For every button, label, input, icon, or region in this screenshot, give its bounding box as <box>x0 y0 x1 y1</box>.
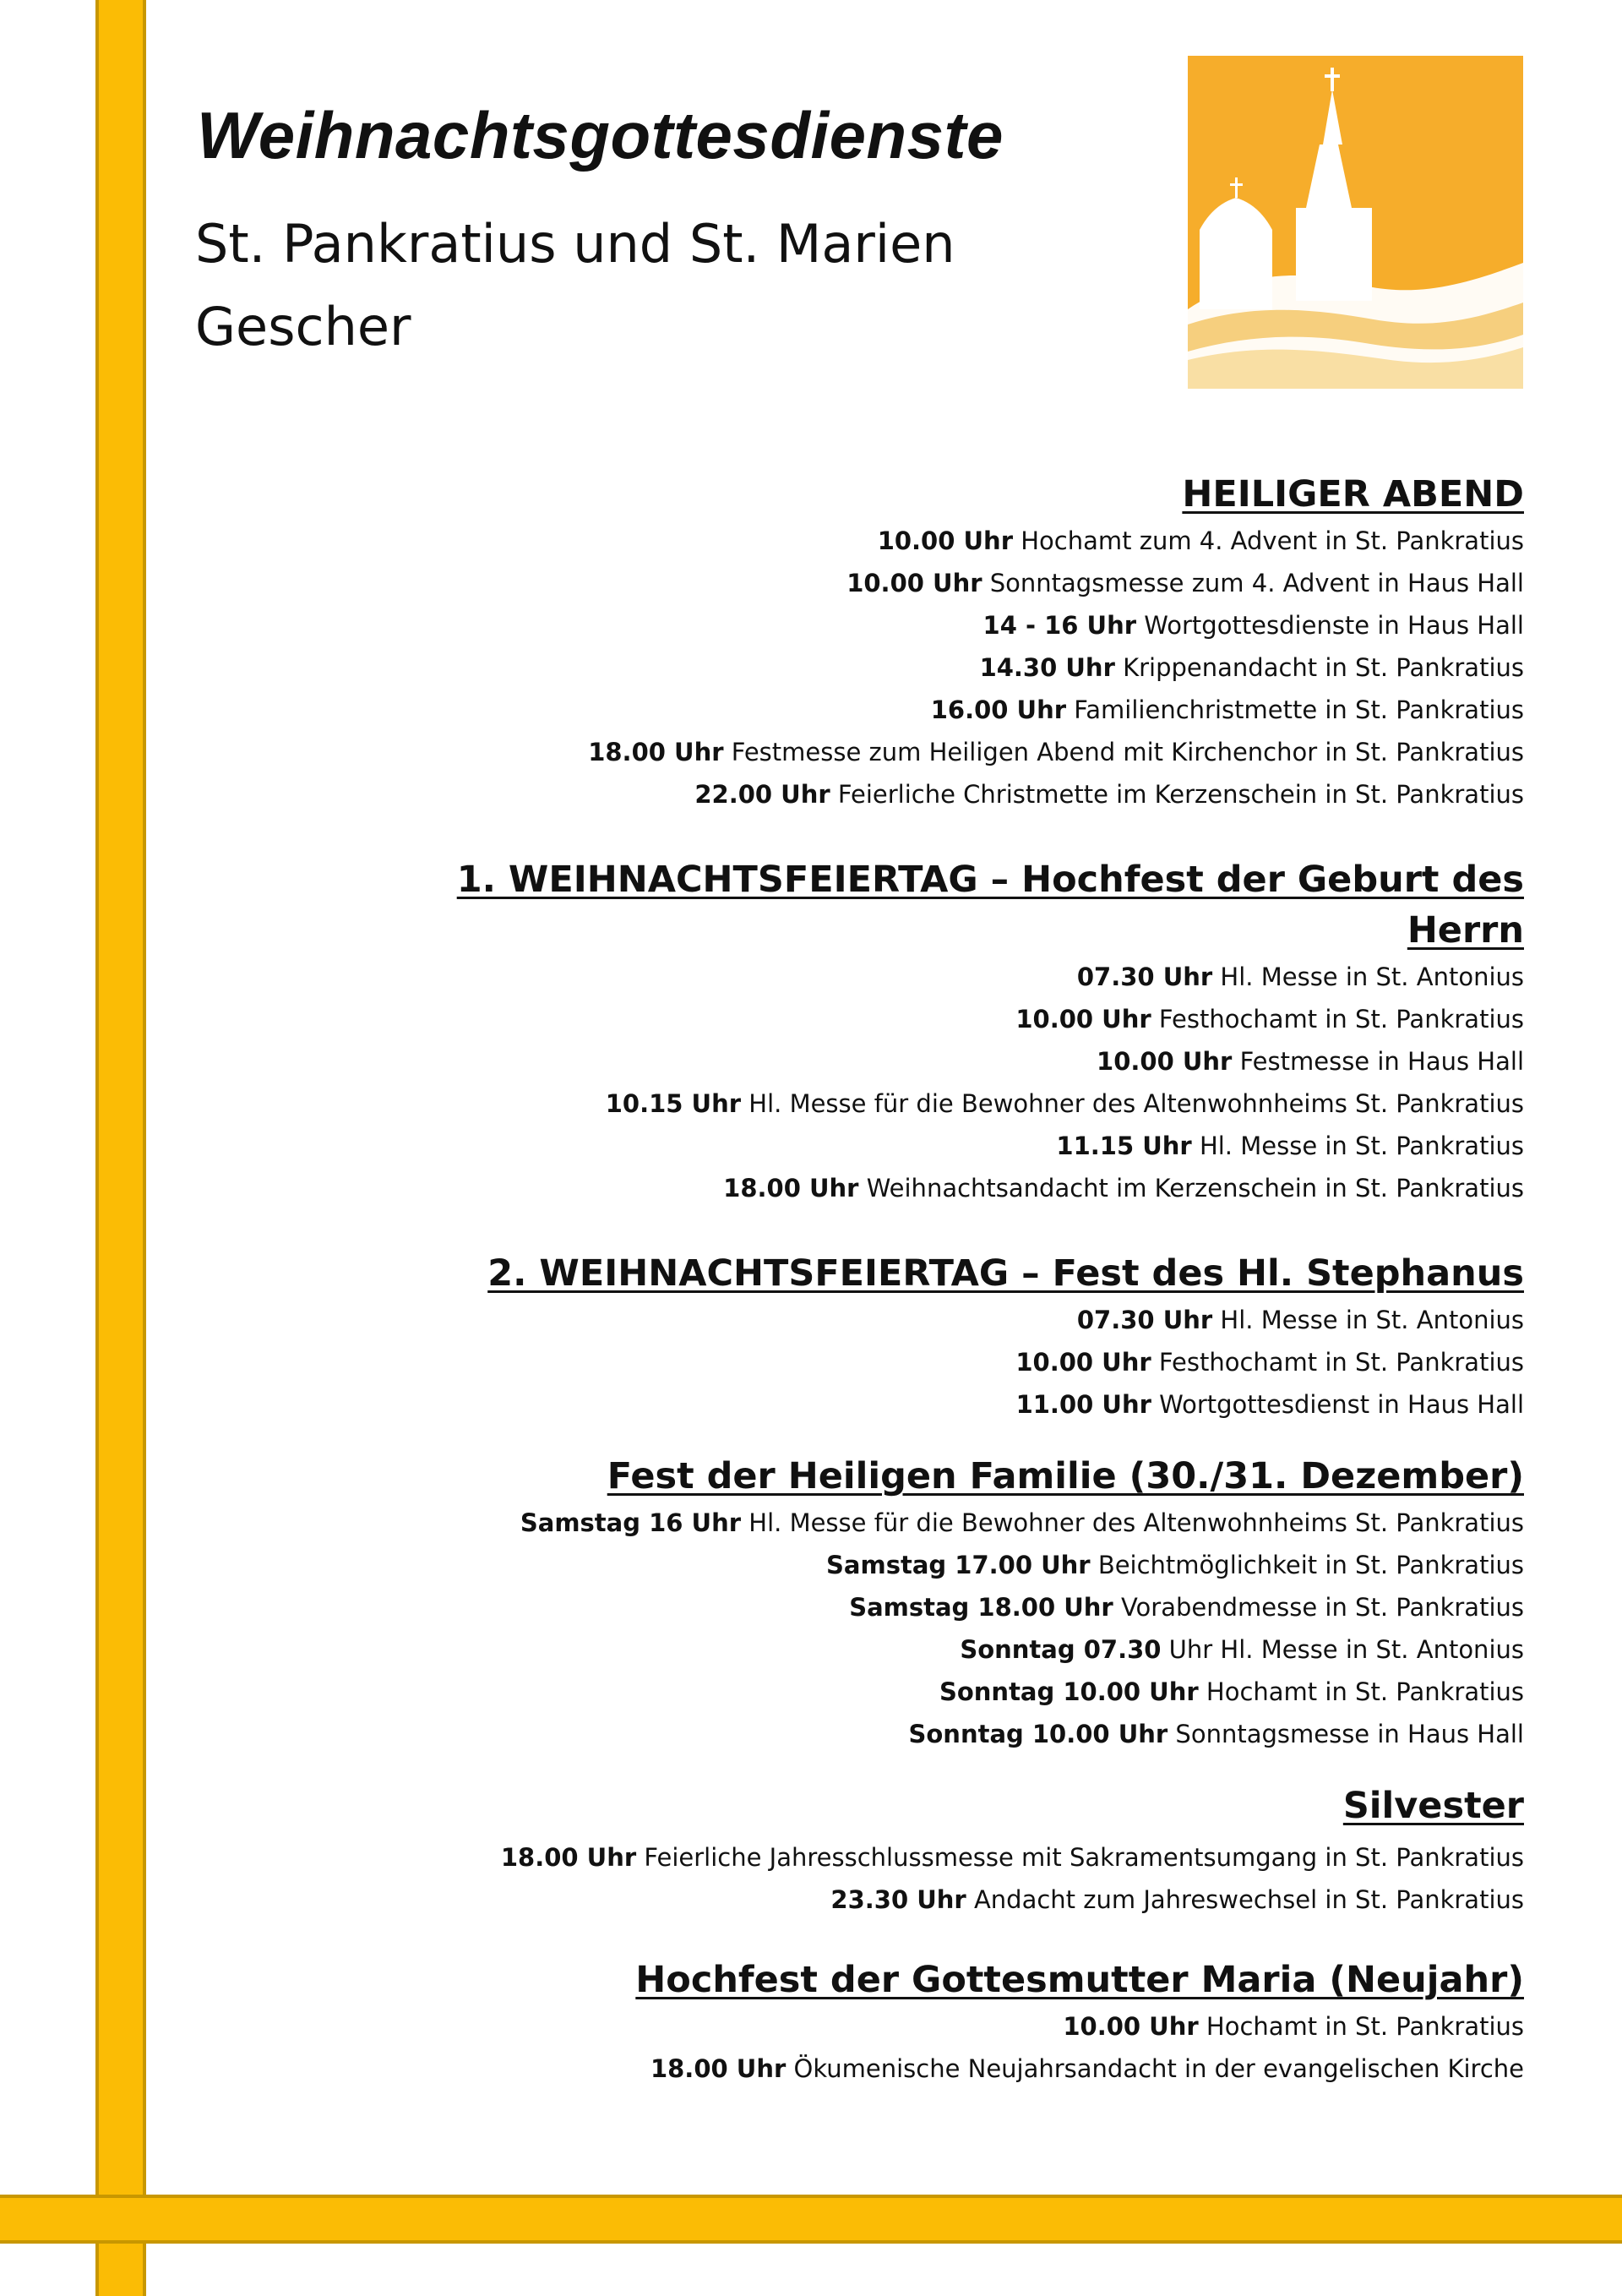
service-entry <box>439 1299 1524 1341</box>
service-description: Hl. Messe in St. Antonius <box>1220 1306 1524 1334</box>
service-entry <box>439 520 1524 562</box>
service-entry <box>439 1383 1524 1426</box>
service-entry <box>439 1125 1524 1167</box>
service-entry <box>439 2048 1524 2090</box>
service-description: Ökumenische Neujahrsandacht in der evangelischen Kirche <box>793 2054 1524 2083</box>
service-time: 10.00 Uhr <box>1015 1005 1151 1033</box>
section-heiliger-abend <box>439 469 1524 815</box>
service-entry <box>439 1167 1524 1209</box>
service-entry <box>439 773 1524 815</box>
service-description: Weihnachtsandacht im Kerzenschein in St. Pankratius <box>866 1174 1524 1203</box>
section-silvester <box>439 1781 1524 1921</box>
service-time: Samstag 17.00 Uhr <box>826 1551 1091 1579</box>
service-entry <box>439 1836 1524 1879</box>
service-entry <box>439 1040 1524 1083</box>
service-entry <box>439 1713 1524 1755</box>
service-entry <box>439 1628 1524 1671</box>
service-time: 07.30 Uhr <box>1076 1306 1213 1334</box>
service-time: Sonntag 07.30 <box>960 1635 1162 1664</box>
section-heading: Fest der Heiligen Familie (30./31. Dezember) <box>607 1455 1524 1497</box>
service-time: 18.00 Uhr <box>588 738 724 766</box>
service-time: 16.00 Uhr <box>930 695 1067 724</box>
service-time: Sonntag 10.00 Uhr <box>908 1720 1168 1748</box>
service-description: Festmesse in Haus Hall <box>1239 1047 1524 1076</box>
section-heading: 1. WEIHNACHTSFEIERTAG – Hochfest der Geburt des Herrn <box>456 859 1524 952</box>
schedule <box>439 469 1524 2090</box>
service-description: Sonntagsmesse zum 4. Advent in Haus Hall <box>989 569 1524 597</box>
service-entry <box>439 998 1524 1040</box>
section-heilige-familie <box>439 1451 1524 1755</box>
service-time: 07.30 Uhr <box>1076 963 1213 991</box>
service-time: Samstag 18.00 Uhr <box>849 1593 1113 1622</box>
section-neujahr <box>439 1955 1524 2090</box>
service-time: 11.00 Uhr <box>1015 1390 1151 1419</box>
service-description: Familienchristmette in St. Pankratius <box>1074 695 1524 724</box>
service-description: Festhochamt in St. Pankratius <box>1158 1005 1524 1033</box>
service-description: Wortgottesdienste in Haus Hall <box>1144 611 1524 640</box>
service-description: Festmesse zum Heiligen Abend mit Kirchenchor in St. Pankratius <box>731 738 1524 766</box>
service-description: Andacht zum Jahreswechsel in St. Pankratius <box>973 1885 1524 1914</box>
service-description: Hl. Messe für die Bewohner des Altenwohnheims St. Pankratius <box>748 1508 1524 1537</box>
church-logo <box>1188 56 1523 389</box>
service-time: 22.00 Uhr <box>694 780 830 809</box>
section-heading: 2. WEIHNACHTSFEIERTAG – Fest des Hl. Stephanus <box>487 1252 1524 1295</box>
service-entry <box>439 1544 1524 1586</box>
service-entry <box>439 2005 1524 2048</box>
service-description: Hl. Messe für die Bewohner des Altenwohnheims St. Pankratius <box>748 1089 1524 1118</box>
service-entry <box>439 646 1524 689</box>
service-entry <box>439 956 1524 998</box>
service-time: 18.00 Uhr <box>650 2054 787 2083</box>
service-time: 10.15 Uhr <box>605 1089 742 1118</box>
service-description: Wortgottesdienst in Haus Hall <box>1159 1390 1524 1419</box>
service-description: Sonntagsmesse in Haus Hall <box>1175 1720 1524 1748</box>
service-description: Hl. Messe in St. Antonius <box>1220 963 1524 991</box>
service-description: Hochamt zum 4. Advent in St. Pankratius <box>1021 526 1524 555</box>
section-heading: Silvester <box>1342 1785 1524 1827</box>
service-entry <box>439 1083 1524 1125</box>
service-time: 14.30 Uhr <box>979 653 1115 682</box>
service-entry <box>439 562 1524 604</box>
town-subtitle: Gescher <box>195 296 411 357</box>
service-description: Vorabendmesse in St. Pankratius <box>1120 1593 1524 1622</box>
service-time: 10.00 Uhr <box>877 526 1014 555</box>
service-time: 10.00 Uhr <box>1015 1348 1151 1377</box>
service-entry <box>439 1671 1524 1713</box>
left-yellow-bar <box>95 0 146 2296</box>
section-zweiter-weihnachtsfeiertag <box>439 1248 1524 1426</box>
service-entry <box>439 1879 1524 1921</box>
section-erster-weihnachtsfeiertag <box>439 854 1524 1209</box>
service-time: 10.00 Uhr <box>1063 2012 1199 2041</box>
service-time: 18.00 Uhr <box>723 1174 859 1203</box>
service-time: 10.00 Uhr <box>846 569 982 597</box>
parish-subtitle: St. Pankratius und St. Marien <box>195 213 955 275</box>
service-time: 14 - 16 Uhr <box>982 611 1137 640</box>
service-time: Sonntag 10.00 Uhr <box>939 1677 1199 1706</box>
service-description: Hl. Messe in St. Pankratius <box>1199 1132 1524 1160</box>
service-description: Krippenandacht in St. Pankratius <box>1123 653 1524 682</box>
service-description: Feierliche Christmette im Kerzenschein in St. Pankratius <box>837 780 1524 809</box>
service-entry <box>439 1502 1524 1544</box>
service-description: Uhr Hl. Messe in St. Antonius <box>1168 1635 1524 1664</box>
service-time: Samstag 16 Uhr <box>520 1508 742 1537</box>
service-description: Hochamt in St. Pankratius <box>1206 2012 1524 2041</box>
service-entry <box>439 1341 1524 1383</box>
page-title: Weihnachtsgottesdienste <box>197 98 1004 172</box>
service-description: Feierliche Jahresschlussmesse mit Sakramentsumgang in St. Pankratius <box>644 1843 1524 1872</box>
service-description: Hochamt in St. Pankratius <box>1206 1677 1524 1706</box>
section-heading: Hochfest der Gottesmutter Maria (Neujahr) <box>635 1959 1524 2001</box>
service-entry <box>439 1586 1524 1628</box>
service-time: 10.00 Uhr <box>1097 1047 1233 1076</box>
service-time: 23.30 Uhr <box>830 1885 966 1914</box>
service-entry <box>439 689 1524 731</box>
section-heading: HEILIGER ABEND <box>1182 473 1524 515</box>
service-time: 18.00 Uhr <box>500 1843 637 1872</box>
bottom-yellow-bar <box>0 2195 1622 2244</box>
service-entry <box>439 731 1524 773</box>
service-description: Beichtmöglichkeit in St. Pankratius <box>1097 1551 1524 1579</box>
service-description: Festhochamt in St. Pankratius <box>1158 1348 1524 1377</box>
service-time: 11.15 Uhr <box>1056 1132 1192 1160</box>
service-entry <box>439 604 1524 646</box>
